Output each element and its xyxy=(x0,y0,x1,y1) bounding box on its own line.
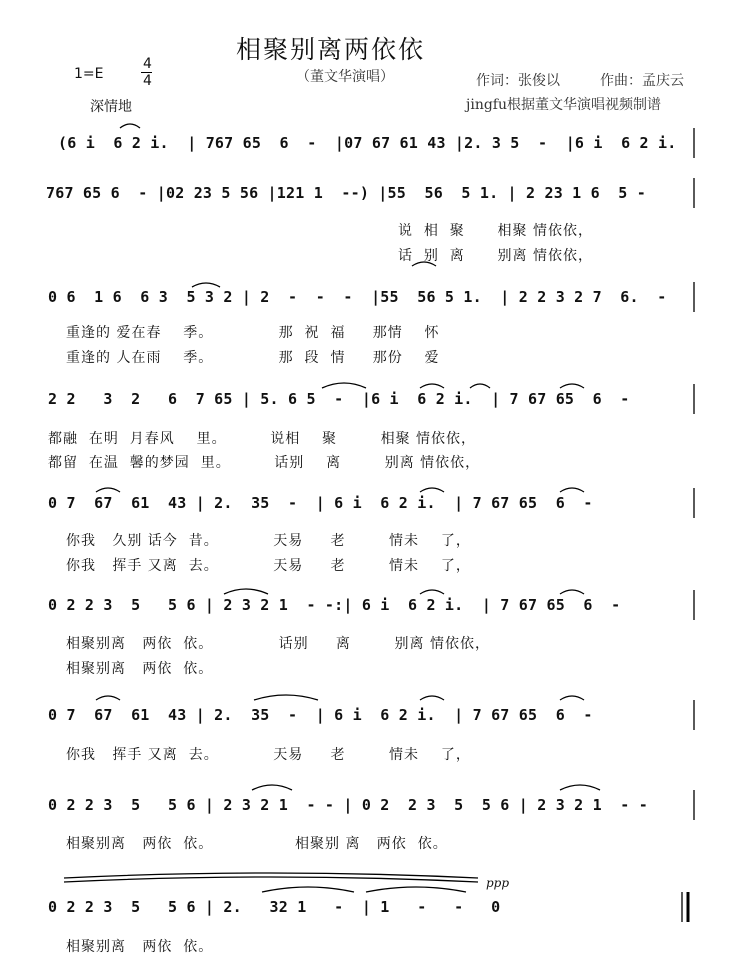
slur xyxy=(420,488,444,492)
slur xyxy=(420,590,444,594)
transcriber-credit: jingfu根据董文华演唱视频制谱 xyxy=(466,97,661,113)
lyric-line-4b: 都留 在温 馨的梦园 里。 话别 离 别离 情依依， xyxy=(48,455,481,471)
slur xyxy=(560,384,584,388)
lyric-line-6a: 相聚别离 两依 依。 话别 离 别离 情依依， xyxy=(66,636,490,652)
composer-credit: 作曲：孟庆云 xyxy=(600,73,684,89)
lyric-line-2a: 说 相 聚 相聚 情依依， xyxy=(398,223,593,239)
notation-line-5: 0 7 67 61 43 | 2. 35 - | 6 i 6 2 i. | 7 67 65 6 - xyxy=(48,494,593,512)
lyric-line-6b: 相聚别离 两依 依。 xyxy=(66,661,214,677)
notation-line-9: 0 2 2 3 5 5 6 | 2. 32 1 - | 1 - - 0 xyxy=(48,898,501,916)
slur xyxy=(560,590,584,594)
song-subtitle: （董文华演唱） xyxy=(296,69,394,85)
slur xyxy=(366,887,466,892)
slur xyxy=(96,488,120,492)
slur xyxy=(560,785,600,790)
slur xyxy=(64,877,478,882)
lyric-line-5a: 你我 久别 话今 昔。 天易 老 情未 了， xyxy=(66,533,471,549)
notation-line-7: 0 7 67 61 43 | 2. 35 - | 6 i 6 2 i. | 7 67 65 6 - xyxy=(48,706,593,724)
key-signature: 1=E xyxy=(74,66,104,82)
slur xyxy=(322,383,366,388)
slur xyxy=(262,887,354,892)
time-signature-top: 4 xyxy=(143,56,152,72)
notation-line-6: 0 2 2 3 5 5 6 | 2 3 2 1 - -:| 6 i 6 2 i. | 7 67 65 6 - xyxy=(48,596,621,614)
notation-line-4: 2 2 3 2 6 7 65 | 5. 6 5 - |6 i 6 2 i. | 7 67 65 6 - xyxy=(48,390,630,408)
lyric-line-3b: 重逢的 人在雨 季。 那 段 情 那份 爱 xyxy=(66,350,440,366)
slur xyxy=(252,785,292,790)
slur xyxy=(192,283,220,287)
slur xyxy=(420,384,444,388)
lyric-line-3a: 重逢的 爱在春 季。 那 祝 福 那情 怀 xyxy=(66,325,440,341)
lyric-line-7a: 你我 挥手 又离 去。 天易 老 情未 了， xyxy=(66,747,471,763)
slur xyxy=(470,384,490,388)
lyric-line-5b: 你我 挥手 又离 去。 天易 老 情未 了， xyxy=(66,558,471,574)
slur xyxy=(560,488,584,492)
slur xyxy=(96,696,120,700)
lyricist-credit: 作词：张俊以 xyxy=(476,73,560,89)
notation-line-1: (6 i 6 2 i. | 767 65 6 - |07 67 61 43 |2. 3 5 - |6 i 6 2 i. xyxy=(58,134,677,152)
dynamic-marking: ppp xyxy=(486,876,510,890)
notation-line-3: 0 6 1 6 6 3 5 3 2 | 2 - - - |55 56 5 1. | 2 2 3 2 7 6. - xyxy=(48,288,667,306)
slur xyxy=(254,695,318,700)
slur xyxy=(120,124,140,128)
tempo-marking: 深情地 xyxy=(90,99,132,115)
slur xyxy=(560,696,584,700)
notation-line-8: 0 2 2 3 5 5 6 | 2 3 2 1 - - | 0 2 2 3 5 5 6 | 2 3 2 1 - - xyxy=(48,796,648,814)
slur xyxy=(412,262,436,266)
lyric-line-2b: 话 别 离 别离 情依依， xyxy=(398,248,593,264)
notation-line-2: 767 65 6 - |02 23 5 56 |121 1 --) |55 56 5 1. | 2 23 1 6 5 - xyxy=(46,184,646,202)
time-signature-bottom: 4 xyxy=(143,73,152,89)
song-title: 相聚别离两依依 xyxy=(236,35,426,64)
lyric-line-8a: 相聚别离 两依 依。 相聚别 离 两依 依。 xyxy=(66,836,448,852)
slur xyxy=(420,696,444,700)
lyric-line-4a: 都融 在明 月春风 里。 说相 聚 相聚 情依依， xyxy=(48,431,477,447)
slur xyxy=(224,589,268,594)
lyric-line-9a: 相聚别离 两依 依。 xyxy=(66,939,214,955)
